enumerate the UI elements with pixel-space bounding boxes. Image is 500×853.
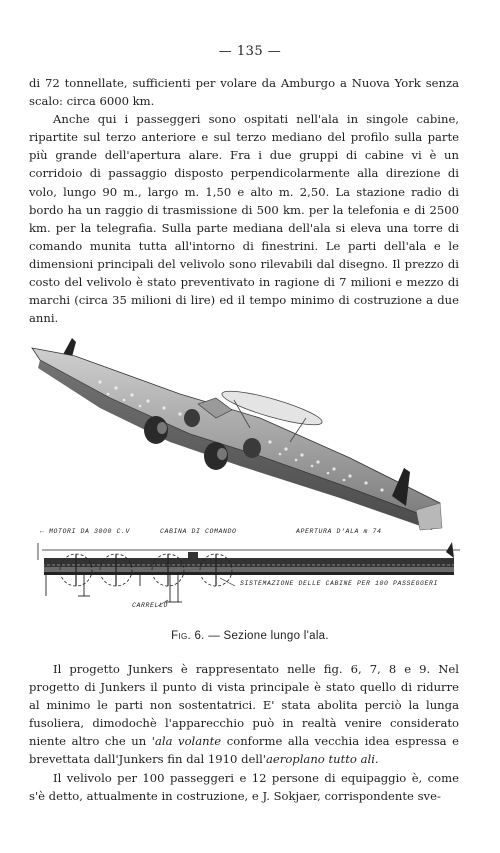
label-cabina-comando: CABINA DI COMANDO	[160, 528, 237, 535]
text-run: conforme alla vecchia idea espressa e brevettata dall'Junkers fin dal 1910 dell'	[29, 734, 459, 767]
page-number: — 135 —	[218, 44, 282, 59]
figure-caption	[0, 630, 500, 642]
text-run: Il velivolo per 100 passeggeri e 12 persone di equipaggio è, come s'è detto, attualmente in costruzione, e J. Sokjaer, corrispondente sve-	[29, 770, 459, 803]
text-run: Il progetto Junkers è rappresentato nelle fig. 6, 7, 8 e 9. Nel progetto di Junkers il punto di vista principale è stato quello di ridurre al minimo le parti non sostentatrici. E' stata abolita perciò la lunga fusoliera, dimodochè l'apparecchio può in realtà venire considerato niente altro che un	[29, 662, 459, 749]
paragraph: Anche qui i passeggeri sono ospitati nell'ala in singole cabine, ripartite sul terzo anteriore e sul terzo mediano del profilo sulla parte più grande dell'apertura alare. Fra i due gruppi di cabine vi è un corridoio di passaggio disposto perpendicolarmente alla direzione di volo, lungo 90 m., largo m. 1,50 e alto m. 2,50. La stazione radio di bordo ha un raggio di trasmissione di 500 km. per la telefonia e di 2500 km. per la telegrafia. Sulla parte mediana dell'ala si eleva una torre di comando munita tutta all'intorno di finestrini. Le parti dell'ala e le dimensioni principali del velivolo sono rilevabili dal disegno. Il prezzo di costo del velivolo è stato preventivato in ragione di 7 milioni e mezzo di marchi (circa 35 milioni di lire) ed il tempo minimo di costruzione a due anni.	[29, 112, 459, 326]
paragraph: di 72 tonnellate, sufficienti per volare da Amburgo a Nuova York senza scalo: circa 6000 km.	[29, 76, 459, 109]
wing-section-drawing	[38, 542, 460, 606]
label-apertura-ala: APERTURA D'ALA m 74	[296, 528, 382, 535]
paragraph	[29, 660, 459, 769]
emphasis-run: 'ala volante	[151, 734, 222, 749]
label-sistemazione-cabine: SISTEMAZIONE DELLE CABINE PER 100 PASSEGGERI	[240, 580, 439, 587]
paragraph	[29, 769, 459, 805]
caption-text: — Sezione lungo l'ala.	[208, 630, 329, 642]
bottom-text-block	[29, 660, 459, 805]
label-motori: ← MOTORI DA 3000 C.V	[40, 528, 131, 535]
figure-aircraft-wing	[20, 338, 480, 628]
emphasis-run: aeroplano tutto ali.	[266, 752, 379, 767]
top-text-block	[29, 74, 459, 327]
aircraft-perspective	[32, 338, 442, 530]
label-carrello: CARRELLO	[132, 602, 169, 609]
caption-number: Fig. 6.	[171, 630, 205, 642]
